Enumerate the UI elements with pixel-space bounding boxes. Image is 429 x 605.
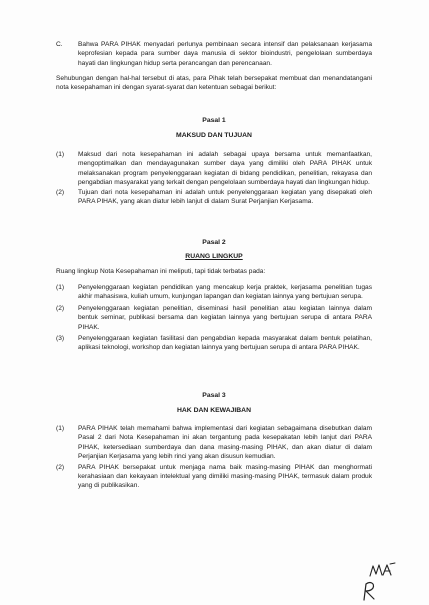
item-marker: (2) bbox=[56, 463, 65, 471]
list-item bbox=[56, 283, 372, 302]
pasal-2-list bbox=[56, 283, 372, 353]
list-item bbox=[56, 463, 372, 491]
handwritten-initials-signature bbox=[356, 560, 408, 602]
pasal-2-number: Pasal 2 bbox=[202, 239, 226, 246]
item-text: Penyelenggaraan kegiatan fasilitasi dan pengabdian kepada masyarakat dalam bentuk pelatihan, aplikasi teknologi, workshop dan kegiatan lainnya yang bertujuan serupa di antara PARA PIHAK. bbox=[78, 335, 372, 352]
list-item bbox=[56, 424, 372, 462]
item-text: PARA PIHAK telah memahami bahwa implementasi dari kegiatan sebagaimana disebutkan dalam Pasal 2 dari Nota Kesepahaman ini akan tergantung pada kesepakatan lebih lanjut dari PARA PIHAK, ketersediaan sumberdaya dan dana masing-masing PIHAK, dan akan diatur di dalam Perjanjian Kerjasama yang lebih rinci yang akan disusun kemudian. bbox=[78, 425, 372, 461]
item-marker: (1) bbox=[56, 151, 65, 158]
item-marker: (1) bbox=[56, 425, 65, 432]
pasal-1-title: MAKSUD DAN TUJUAN bbox=[176, 132, 252, 139]
item-marker: (1) bbox=[56, 284, 65, 291]
pasal-2-intro: Ruang lingkup Nota Kesepahaman ini meliputi, tapi tidak terbatas pada: bbox=[56, 268, 266, 275]
item-text: Tujuan dari nota kesepahaman ini adalah untuk penyelenggaraan kegiatan yang disepakati oleh PARA PIHAK, yang akan diatur lebih lanjut di dalam Surat Perjanjian Kerjasama. bbox=[78, 188, 372, 206]
pasal-3-number: Pasal 3 bbox=[202, 392, 226, 399]
item-text: Penyelenggaraan kegiatan pendidikan yang mencakup kerja praktek, kerjasama penelitian tugas akhir mahasiswa, kuliah umum, kunjungan lapangan dan kegiatan lainnya yang bertujuan serupa. bbox=[78, 284, 372, 301]
pasal-2-title: RUANG LINGKUP bbox=[185, 253, 243, 260]
list-item bbox=[56, 188, 372, 207]
item-text: Penyelenggaraan kegiatan penelitian, diseminasi hasil penelitian atau kegiatan lainnya dalam bentuk seminar, publikasi bersama dan kegiatan lainnya yang bertujuan serupa di antara PARA PIHAK. bbox=[78, 304, 372, 331]
item-marker: (2) bbox=[56, 188, 65, 196]
item-marker: (2) bbox=[56, 304, 65, 312]
item-marker: C. bbox=[56, 41, 63, 48]
item-text: Bahwa PARA PIHAK menyadari perlunya pembinaan secara intensif dan pelaksanaan kerjasama keprofesian kepada para sumber daya manusia di sektor bioindustri, pengelolaan sumberdaya hayati dan lingkungan hidup serta perancangan dan perencanaan. bbox=[78, 41, 372, 67]
pasal-1-list bbox=[56, 150, 372, 206]
item-text: PARA PIHAK bersepakat untuk menjaga nama baik masing-masing PIHAK dan menghormati kerahasiaan dan kekayaan intelektual yang dimiliki masing-masing PIHAK, termasuk dalam produk yang di publikasikan. bbox=[78, 463, 372, 490]
item-text: Maksud dari nota kesepahaman ini adalah sebagai upaya bersama untuk memanfaatkan, mengoptimalkan dan mendayagunakan sumber daya yang dimiliki oleh PARA PIHAK untuk melaksanakan program penyelenggaraan kegiatan di bidang pendidikan, penelitian, rekayasa dan pengabdian masyarakat yang terkait dengan pengelolaan sumberdaya hayati dan lingkungan hidup. bbox=[78, 151, 372, 187]
item-marker: (3) bbox=[56, 335, 65, 343]
intro-item-c bbox=[56, 40, 372, 68]
intro-paragraph: Sehubungan dengan hal-hal tersebut di atas, para Pihak telah bersepakat membuat dan menandatangani nota kesepahaman ini dengan syarat-syarat dan ketentuan sebagai berikut: bbox=[56, 75, 372, 92]
list-item bbox=[56, 304, 372, 332]
list-item bbox=[56, 40, 372, 68]
pasal-3-title: HAK DAN KEWAJIBAN bbox=[176, 407, 251, 414]
pasal-3-list bbox=[56, 424, 372, 491]
list-item bbox=[56, 150, 372, 188]
pasal-1-number: Pasal 1 bbox=[202, 117, 226, 124]
list-item bbox=[56, 334, 372, 353]
